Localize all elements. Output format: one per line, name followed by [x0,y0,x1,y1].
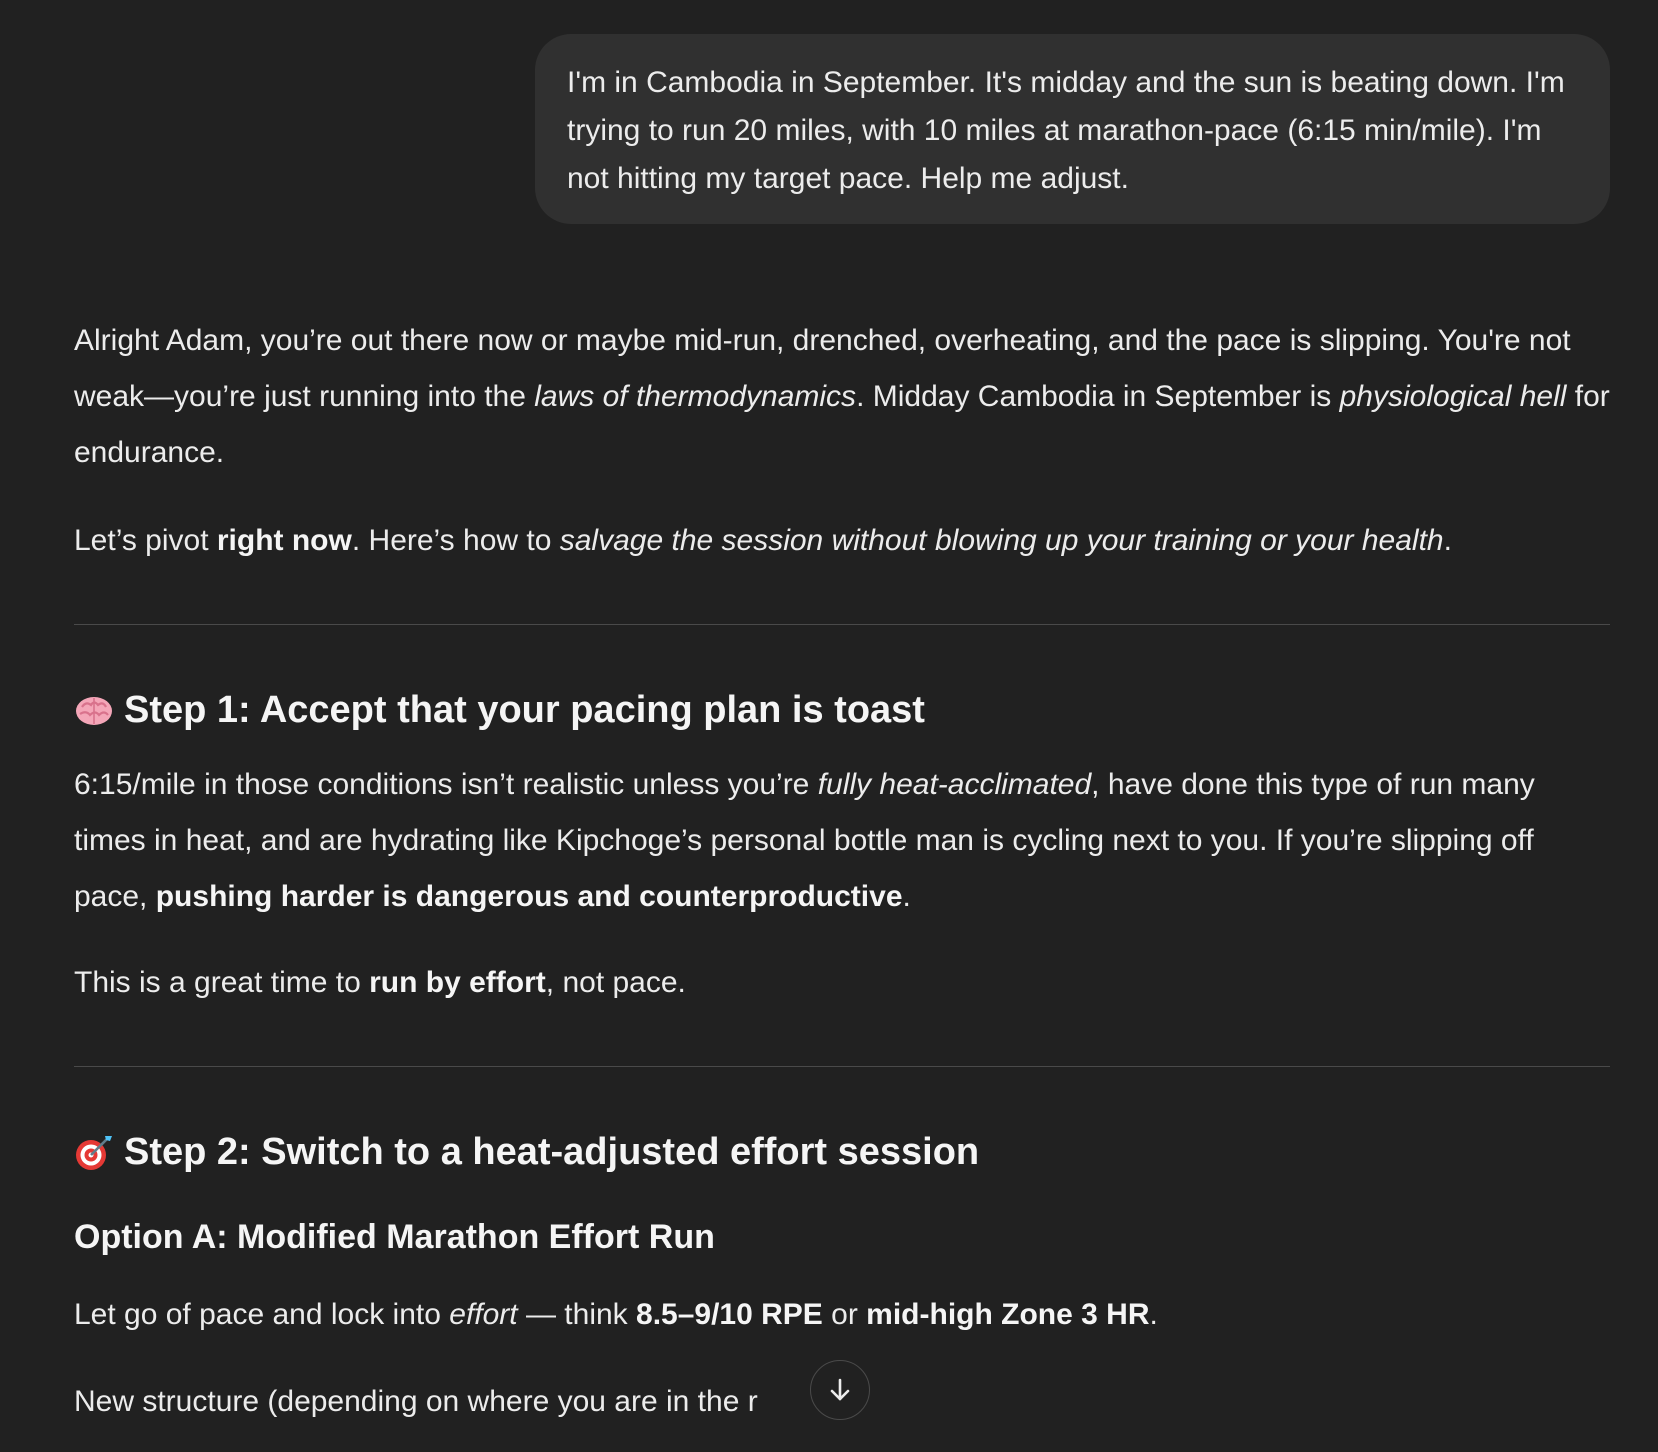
intro-paragraph [74,313,1614,481]
text-run: , not pace. [545,966,686,999]
text-run: for endurance. [74,380,1610,469]
text-run: Let’s pivot [74,524,217,557]
bold-run: run by effort [369,966,546,999]
scroll-to-bottom-button[interactable] [810,1360,870,1420]
bold-run: right now [216,524,352,557]
step1-heading [74,685,925,735]
text-run: or [822,1298,867,1331]
text-run: Alright Adam, you’re out there now or maybe mid-run, drenched, overheating, and the pace is slipping. You're not weak—you’re just running into the [74,324,1571,413]
bold-run: 8.5–9/10 RPE [636,1298,823,1331]
italic-run: laws of thermodynamics [534,380,857,413]
user-message-bubble [535,34,1610,224]
text-run: , have done this type of run many times in heat, and are hydrating like Kipchoge’s personal bottle man is cycling next to you. If you’re slipping off pace, [74,768,1535,913]
italic-run: physiological hell [1339,380,1567,413]
brain-icon [74,690,114,730]
step2-title: Step 2: Switch to a heat-adjusted effort session [124,1131,980,1173]
bold-run: mid-high Zone 3 HR [866,1298,1150,1331]
step1-title: Step 1: Accept that your pacing plan is toast [124,689,925,731]
text-run: . [902,880,911,913]
pivot-paragraph [74,513,1614,569]
user-message-text: I'm in Cambodia in September. It's midday and the sun is beating down. I'm trying to run 20 miles, with 10 miles at marathon-pace (6:15 min/mile). I'm not hitting my target pace. Help me adjust. [567,66,1565,195]
option-a-paragraph [74,1287,1614,1343]
arrow-down-icon [825,1375,855,1405]
text-run: . [1443,524,1452,557]
divider [74,624,1610,625]
text-run: . [1149,1298,1158,1331]
step1-effort-paragraph [74,955,1614,1011]
text-run: . Here’s how to [351,524,560,557]
text-run: This is a great time to [74,966,370,999]
italic-run: salvage the session without blowing up your training or your health [559,524,1444,557]
text-run: Let go of pace and lock into [74,1298,450,1331]
bold-run: pushing harder is dangerous and counterproductive [155,880,903,913]
step2-heading [74,1127,979,1177]
divider [74,1066,1610,1067]
text-run: 6:15/mile in those conditions isn’t realistic unless you’re [74,768,818,801]
text-run: . Midday Cambodia in September is [856,380,1340,413]
text-run: — think [517,1298,637,1331]
italic-run: effort [449,1298,518,1331]
target-dart-icon [74,1132,114,1172]
option-a-heading: Option A: Modified Marathon Effort Run [74,1218,715,1256]
italic-run: fully heat-acclimated [817,768,1092,801]
step1-paragraph [74,757,1614,925]
text-run: New structure (depending on where you are in the r [74,1385,758,1418]
